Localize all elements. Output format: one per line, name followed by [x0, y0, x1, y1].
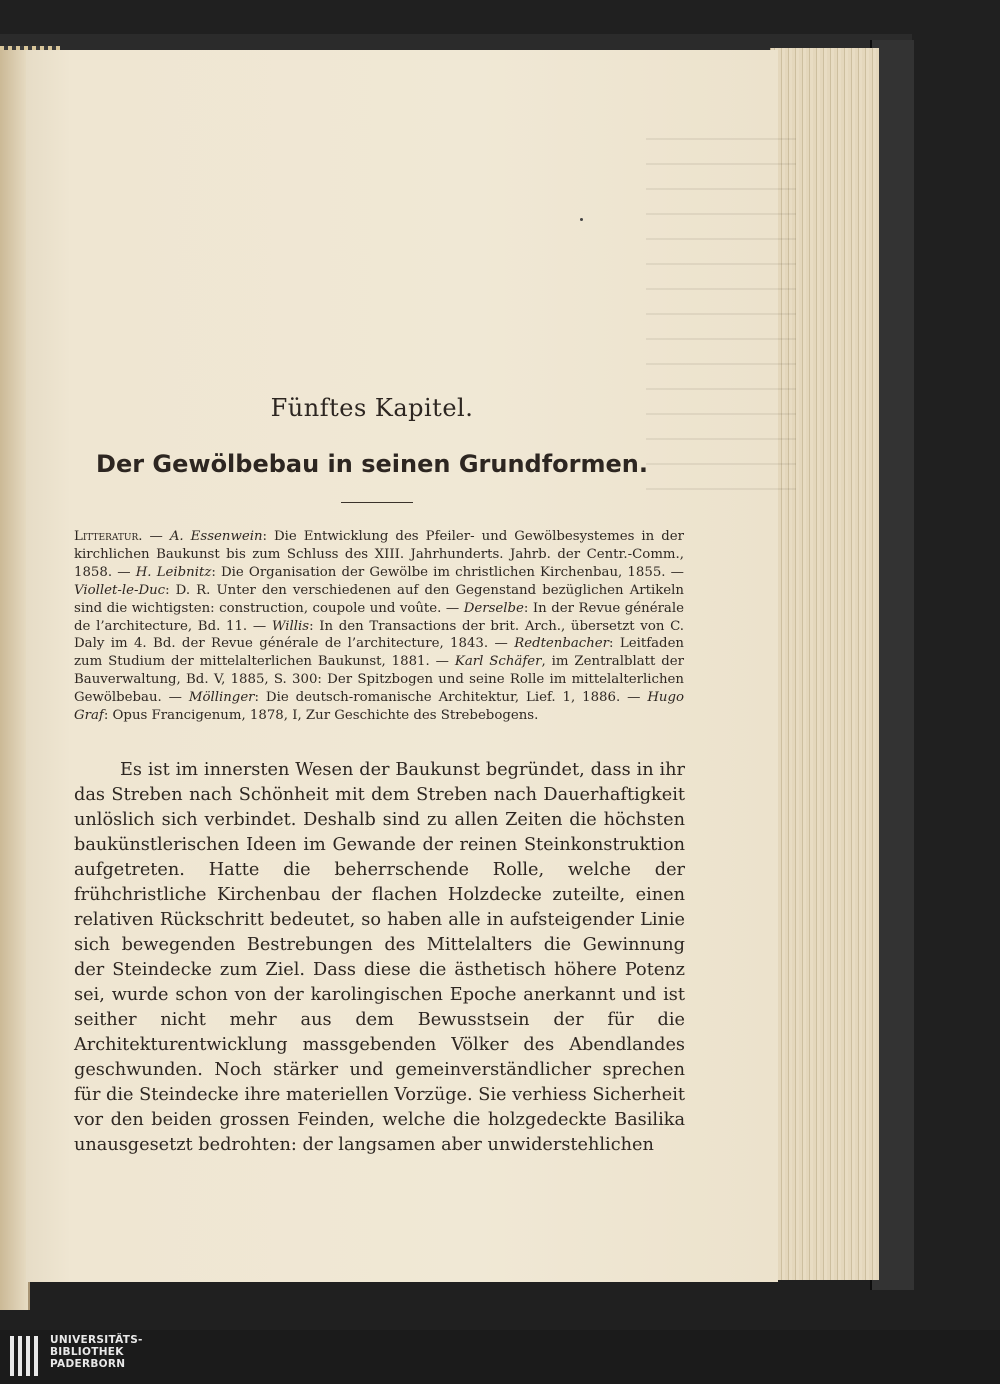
paper-speck: [580, 218, 583, 221]
book-page: [26, 50, 778, 1282]
body-text: [74, 758, 685, 1158]
lit-text: : D. R. Unter den verschiedenen auf den Gegenstand bezüglichen Artikeln sind die wichtigsten: construction, coupole und voûte. —: [74, 582, 684, 616]
lit-text: : Leitfaden zum Studium der mittelalterlichen Baukunst, 1881. —: [74, 636, 684, 670]
literature-references: [74, 528, 684, 725]
lit-text: : Die deutsch-romanische Architektur, Lief. 1, 1886. —: [254, 690, 648, 706]
lit-text: : Die Entwicklung des Pfeiler- und Gewölbesystemes in der kirchlichen Baukunst bis zum Schluss des XIII. Jahrhunderts. Jahrb. der Centr.-Comm., 1858. —: [74, 529, 684, 580]
library-name-line: UNIVERSITÄTS-: [50, 1334, 143, 1346]
lit-text: : Opus Francigenum, 1878, I, Zur Geschichte des Strebebogens.: [103, 708, 539, 724]
library-logo-icon: [10, 1336, 44, 1380]
lit-author: H. Leibnitz: [135, 564, 212, 580]
lit-author: Derselbe: [463, 600, 524, 616]
lit-text: , im Zentralblatt der Bauverwaltung, Bd. V, 1885, S. 300: Der Spitzbogen und seine Rolle im mittelalterlichen Gewölbebau. —: [74, 654, 684, 706]
lit-author: Karl Schäfer: [454, 654, 542, 670]
lit-text: —: [142, 529, 170, 544]
lit-author: Möllinger: [188, 690, 255, 706]
library-name-line: PADERBORN: [50, 1358, 126, 1370]
chapter-number: Fünftes Kapitel.: [270, 394, 474, 422]
chapter-title: Der Gewölbebau in seinen Grundformen.: [96, 450, 648, 478]
lit-text: : Die Organisation der Gewölbe im christlichen Kirchenbau, 1855. —: [211, 564, 684, 580]
library-name-line: BIBLIOTHEK: [50, 1346, 124, 1358]
lit-text: : In der Revue générale de l’architecture, Bd. 11. —: [74, 600, 684, 634]
lit-author: Redtenbacher: [514, 636, 610, 652]
library-name: [50, 1334, 143, 1370]
lit-author: Viollet-le-Duc: [74, 582, 166, 598]
library-footer: [0, 1330, 1000, 1384]
lit-text: : In den Transactions der brit. Arch., übersetzt von C. Daly im 4. Bd. der Revue générale de l’architecture, 1843. —: [74, 618, 684, 652]
lit-author: A. Essenwein: [169, 529, 263, 544]
show-through-text: [646, 130, 796, 490]
title-rule: [341, 502, 413, 503]
literature-lead: Litteratur.: [74, 529, 143, 544]
lit-author: Hugo Graf: [74, 690, 684, 724]
body-paragraph: Es ist im innersten Wesen der Baukunst begründet, dass in ihr das Streben nach Schönheit mit dem Streben nach Dauerhaftigkeit unlöslich sich verbindet. Deshalb sind zu allen Zeiten die höchsten baukünstlerischen Ideen im Gewande der reinen Steinkonstruktion aufgetreten. Hatte die beherrschende Rolle, welche der frühchristliche Kirchenbau der flachen Holzdecke zuteilte, einen relativen Rückschritt bedeutet, so haben alle in aufsteigender Linie sich bewegenden Bestrebungen des Mittelalters die Gewinnung der Steindecke zum Ziel. Dass diese die ästhetisch höhere Potenz sei, wurde schon von der karolingischen Epoche anerkannt und ist seither nicht mehr aus dem Bewusstsein der für die Architekturentwicklung massgebenden Völker des Abendlandes geschwunden. Noch stärker und gemeinverständlicher sprechen für die Steindecke ihre materiellen Vorzüge. Sie verhiess Sicherheit vor den beiden grossen Feinden, welche die holzgedeckte Basilika unausgesetzt bedrohten: der langsamen aber unwiderstehlichen: [74, 760, 685, 1155]
lit-author: Willis: [271, 618, 310, 634]
